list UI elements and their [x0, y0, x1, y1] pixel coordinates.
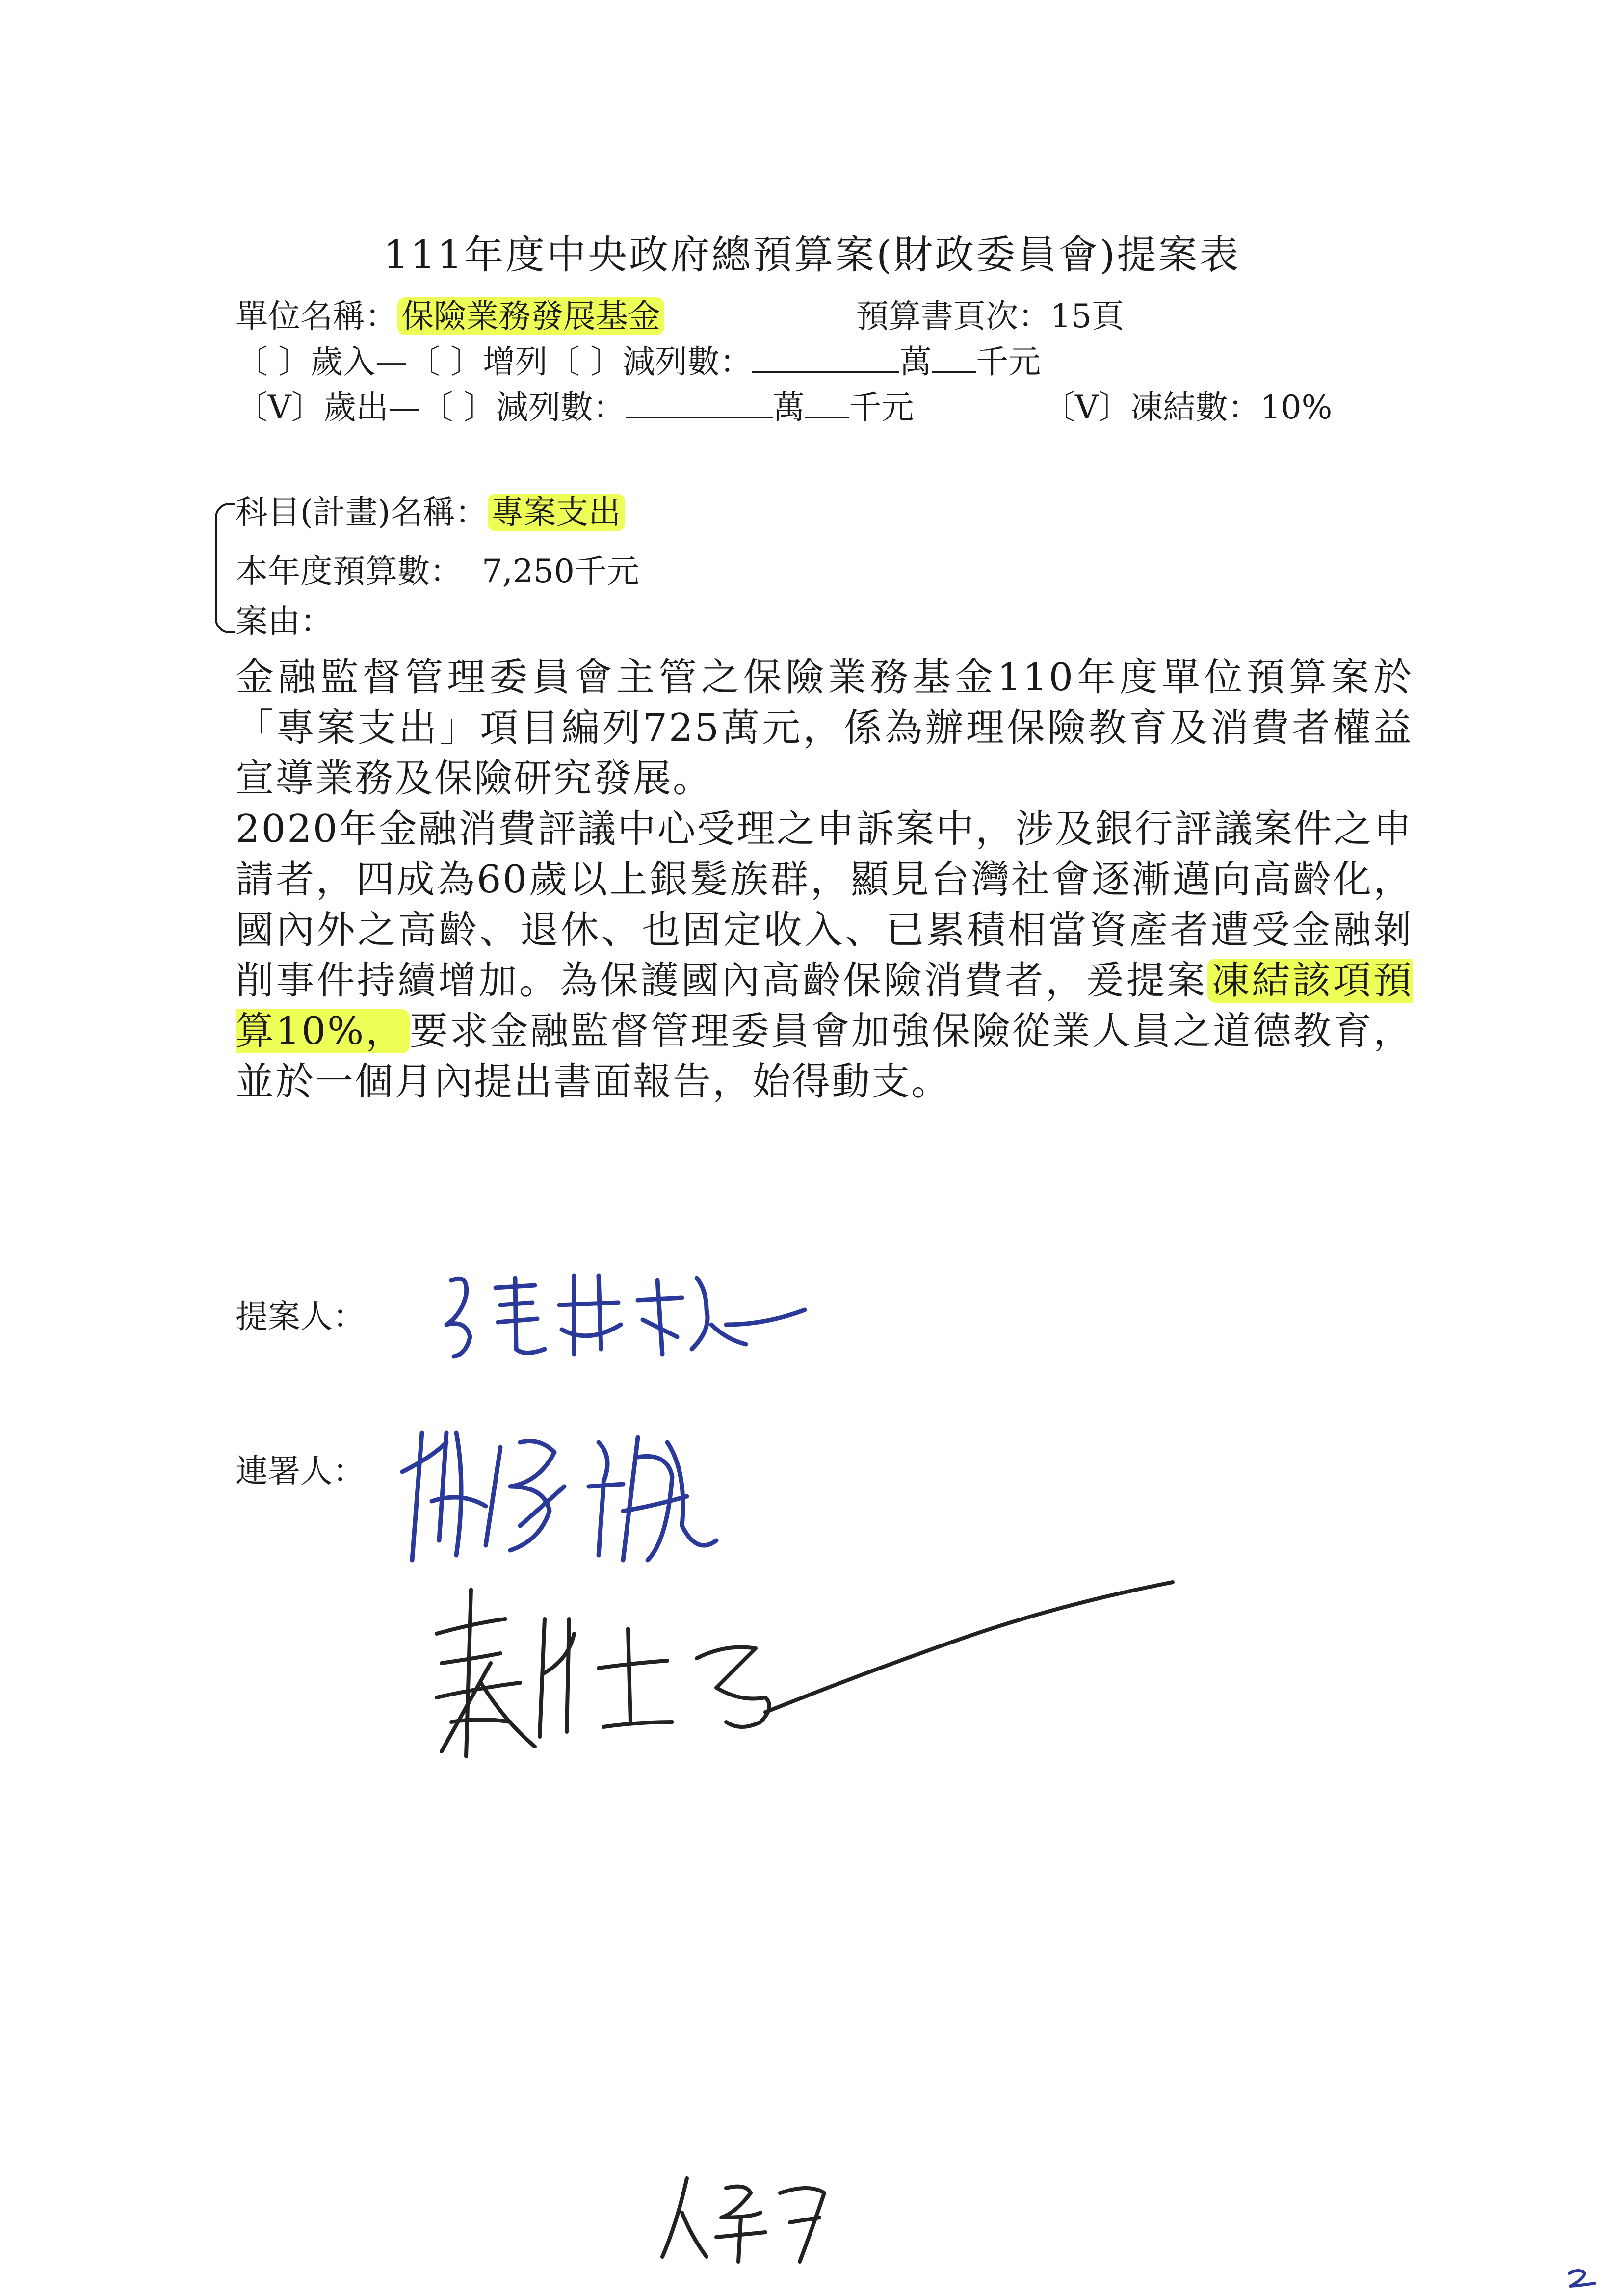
item-bracket	[215, 503, 235, 633]
page-ref: 預算書頁次：15頁	[856, 297, 1124, 335]
revenue-wan-unit: 萬	[899, 343, 932, 381]
budget-value: 7,250千元	[482, 552, 639, 590]
page-title: 111年度中央政府總預算案(財政委員會)提案表	[383, 232, 1241, 278]
revenue-wan-blank	[752, 342, 899, 373]
unit-label: 單位名稱：	[236, 297, 397, 335]
expense-wan-unit: 萬	[772, 389, 805, 426]
cosigner-signature-2	[422, 1575, 1187, 1781]
reason-p2-after: 要求金融監督管理委員會加強保險從業人員之道德教育，並於一個月內提出書面報告，始得動支。	[236, 1009, 1413, 1104]
reason-paragraph-2	[236, 804, 1413, 1107]
unit-value: 保險業務發展基金	[397, 297, 664, 335]
expense-line	[236, 386, 914, 430]
reason-paragraph-1: 金融監督管理委員會主管之保險業務基金110年度單位預算案於「專案支出」項目編列725萬元，係為辦理保險教育及消費者權益宣導業務及保險研究發展。	[236, 655, 1413, 801]
bottom-note-handwritten	[653, 2164, 849, 2271]
revenue-prefix: 〔 〕歲入—〔 〕增列〔 〕減列數：	[236, 343, 752, 381]
cosigner-label: 連署人：	[236, 1452, 365, 1490]
freeze-amount: 〔V〕凍結數：10%	[1043, 389, 1333, 426]
budget-line	[236, 549, 639, 594]
expense-qianyuan-unit: 千元	[849, 389, 914, 426]
revenue-qianyuan-unit: 千元	[975, 343, 1041, 381]
subject-value: 專案支出	[488, 494, 625, 531]
proposer-signature	[432, 1251, 834, 1379]
reason-p2-highlight: 凍結該項預算10%，	[236, 959, 1413, 1053]
reason-p2-before: 2020年金融消費評議中心受理之申訴案中，涉及銀行評議案件之申請者，四成為60歲以上銀髮族群，顯見台灣社會逐漸邁向高齡化，國內外之高齡、退休、也固定收入、已累積相當資產者遭受金融剝削事件持續增加。為保護國內高齡保險消費者，爰提案	[236, 807, 1413, 1003]
expense-wan-blank	[626, 388, 773, 418]
unit-name-line	[236, 294, 664, 339]
subject-label: 科目(計畫)名稱：	[236, 494, 488, 531]
proposer-label: 提案人：	[236, 1298, 365, 1335]
expense-qianyuan-blank	[805, 388, 849, 418]
revenue-line	[236, 340, 1041, 384]
subject-line	[236, 491, 625, 535]
reason-label: 案由：	[236, 602, 333, 640]
reason-body	[236, 652, 1413, 1107]
page-mark	[1565, 2267, 1599, 2291]
expense-prefix: 〔V〕歲出—〔 〕減列數：	[236, 389, 626, 426]
cosigner-signature-1	[393, 1413, 785, 1570]
revenue-qianyuan-blank	[932, 342, 976, 373]
budget-label: 本年度預算數：	[236, 552, 462, 590]
